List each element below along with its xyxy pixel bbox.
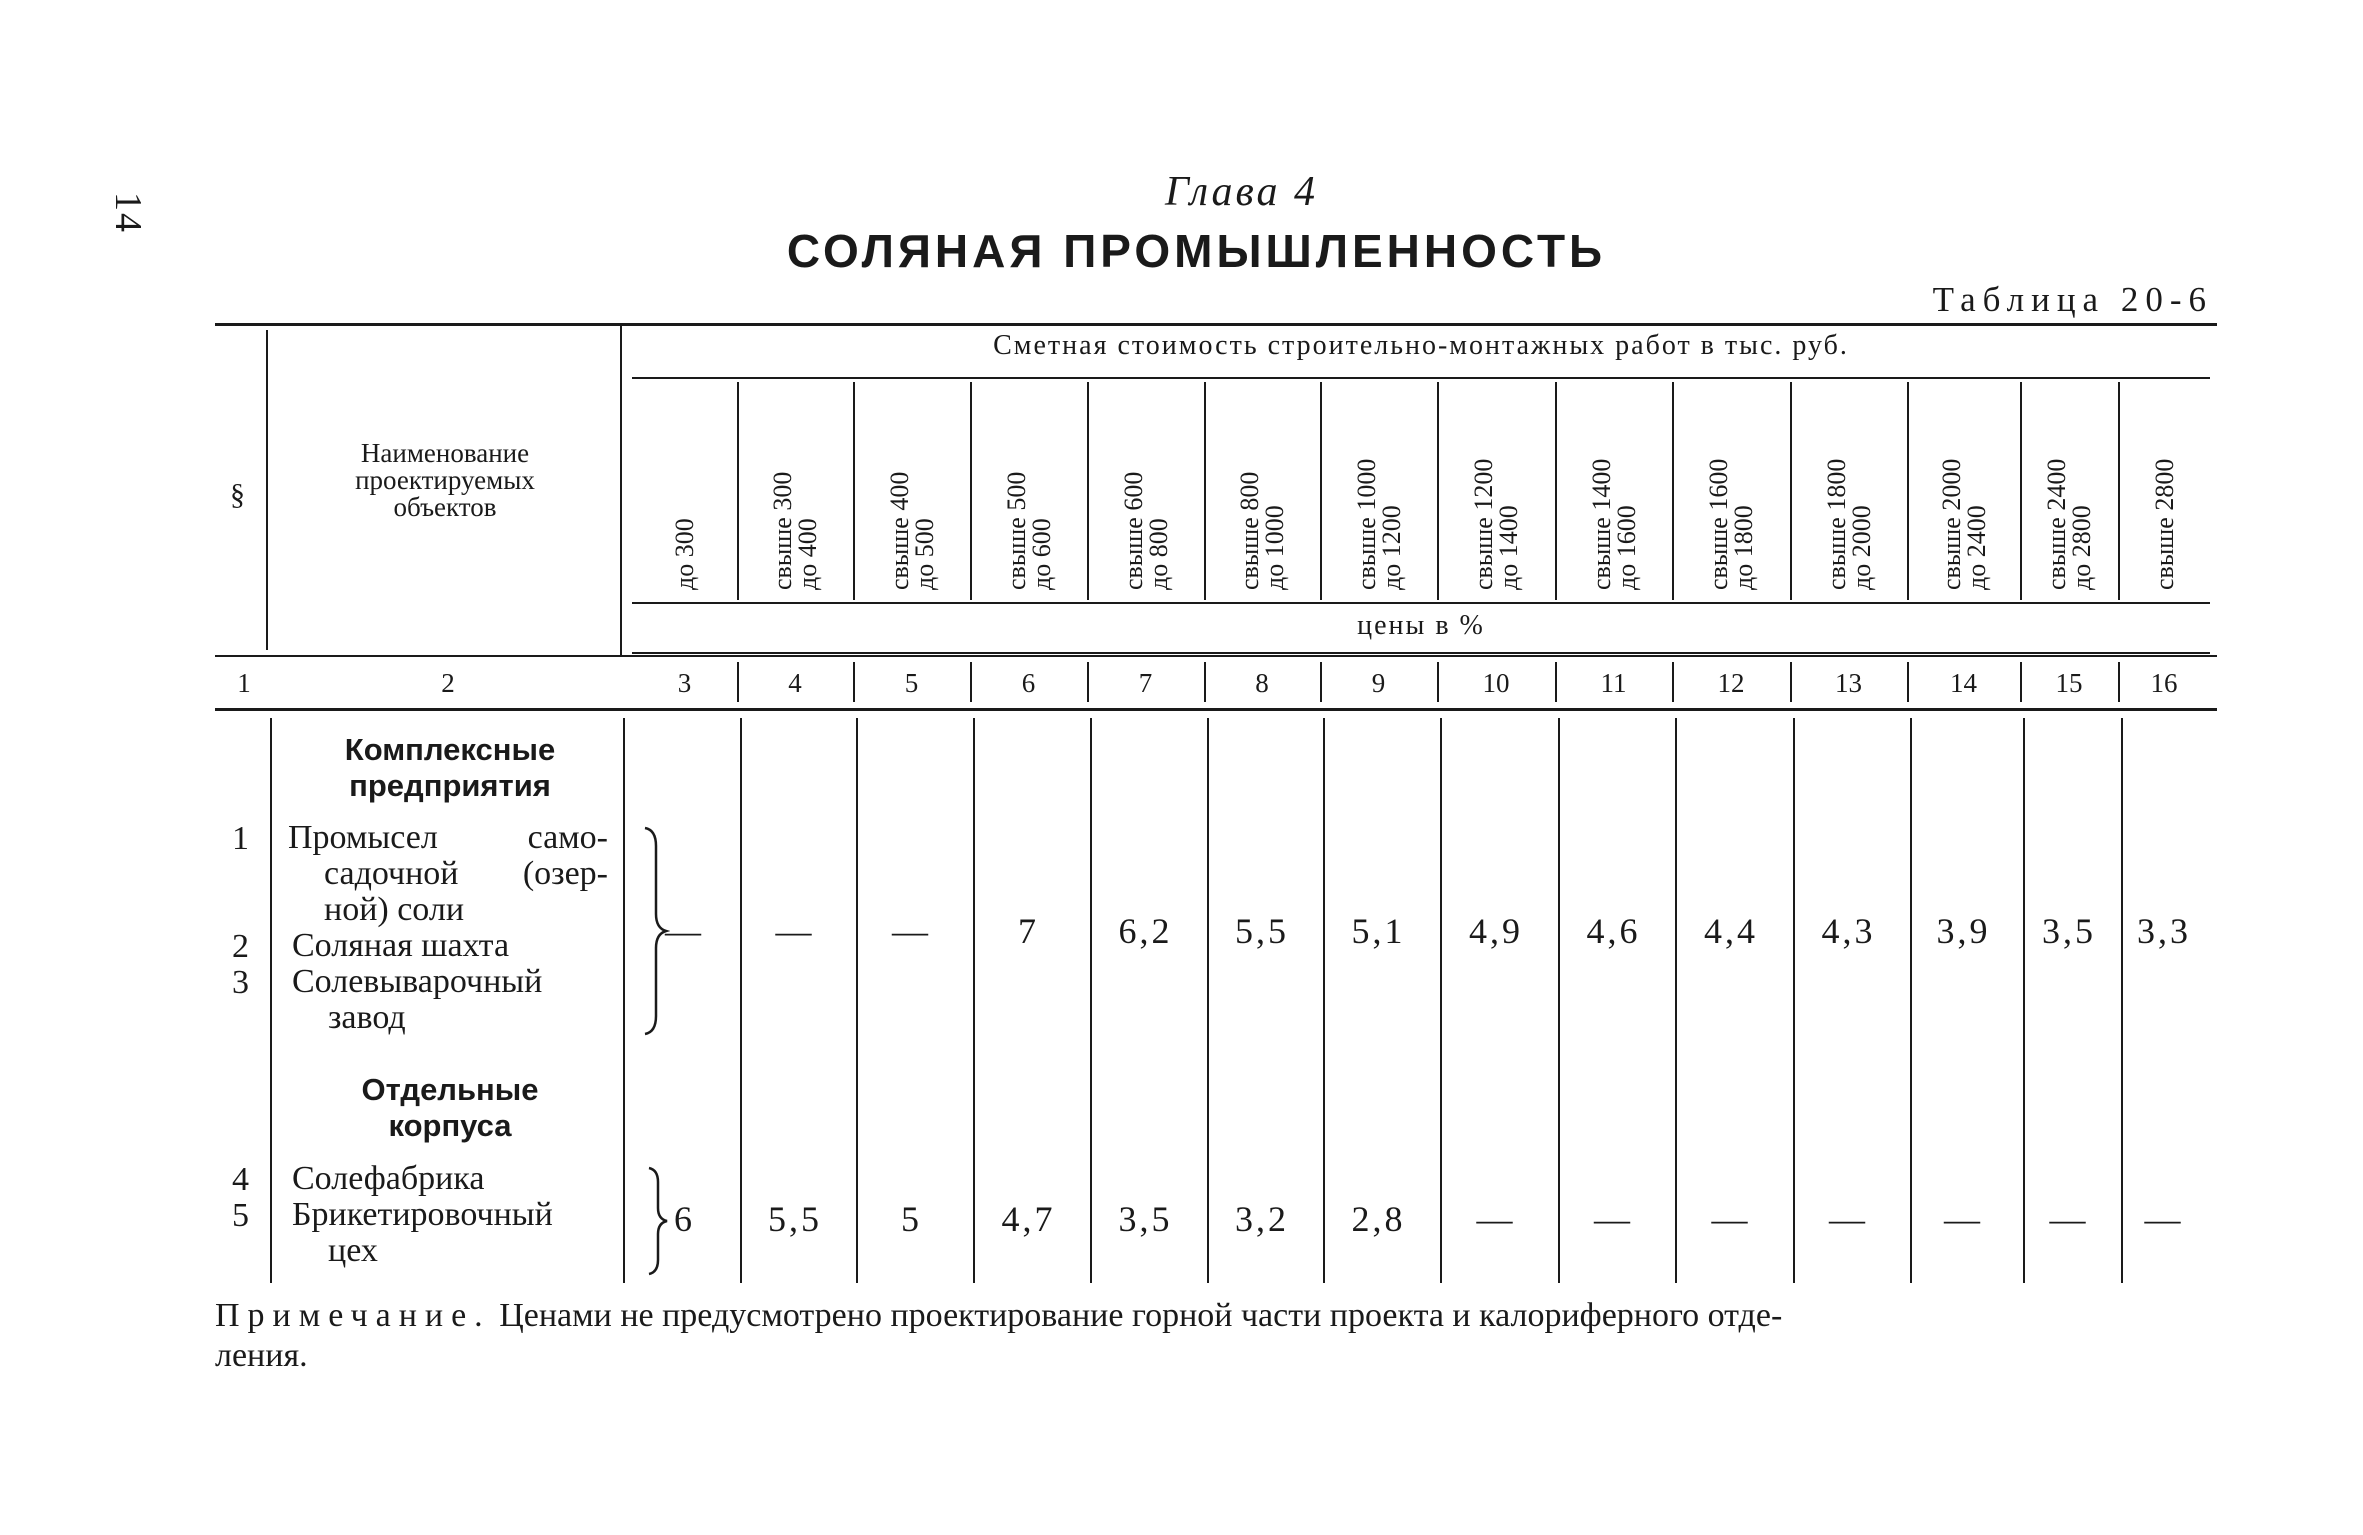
prices-rule xyxy=(632,652,2210,654)
row-name-line: ной) соли xyxy=(324,891,465,928)
note-text: Ценами не предусмотрено проектирование горной части проекта и калориферного отде- xyxy=(499,1297,1783,1334)
cost-range-line: до 1400 xyxy=(1494,505,1523,590)
range-col-divider xyxy=(1790,382,1792,600)
table-top-rule xyxy=(215,323,2217,326)
cost-range-line: свыше 1600 xyxy=(1704,458,1733,590)
row-name-line: Промысел само- xyxy=(288,819,608,856)
range-col-divider xyxy=(2020,382,2022,600)
row-number: 2 xyxy=(232,928,249,965)
cost-range-line: до 2000 xyxy=(1846,505,1876,590)
prices-unit-label: цены в % xyxy=(1357,610,1485,641)
cost-range-line: свыше 600 xyxy=(1118,471,1148,590)
row-name-line: Солевыварочный xyxy=(292,963,543,1000)
price-value: 3,3 xyxy=(2137,911,2191,951)
row-name xyxy=(292,928,612,964)
cost-range-label xyxy=(884,471,939,590)
range-col-divider xyxy=(1672,382,1674,600)
price-value: 5,1 xyxy=(1351,911,1406,951)
column-number: 9 xyxy=(1371,668,1386,698)
cost-range-line: до 2400 xyxy=(1961,505,1991,590)
range-col-divider xyxy=(1087,382,1089,600)
group-heading-line: Отдельные xyxy=(361,1072,539,1107)
range-col-divider xyxy=(737,382,739,600)
cost-header-rule xyxy=(632,377,2210,379)
colnum-divider xyxy=(1672,662,1674,702)
row-number: 4 xyxy=(232,1161,249,1198)
price-value: 4,9 xyxy=(1469,911,1523,951)
row-number: 5 xyxy=(232,1197,249,1234)
page-number: 14 xyxy=(107,192,149,234)
column-numbers-bottom-rule xyxy=(215,708,2217,711)
colnum-divider xyxy=(1204,662,1206,702)
cost-range-label xyxy=(2149,458,2179,590)
cost-range-line: до 400 xyxy=(793,518,822,590)
cost-range-line: до 1600 xyxy=(1611,505,1641,590)
cost-range-line: свыше 1000 xyxy=(1351,458,1381,590)
price-value: — xyxy=(1476,1199,1516,1239)
cost-range-line: свыше 300 xyxy=(768,471,797,590)
cost-range-line: свыше 500 xyxy=(1001,471,1031,590)
range-col-divider xyxy=(2118,382,2120,600)
column-number: 7 xyxy=(1138,668,1153,698)
price-value: — xyxy=(775,911,815,951)
range-col-divider xyxy=(1320,382,1322,600)
column-number: 13 xyxy=(1835,668,1862,698)
price-value: 6 xyxy=(674,1199,695,1239)
name-column-header xyxy=(270,440,620,521)
cost-range-line: свыше 1200 xyxy=(1469,458,1498,590)
note-continuation: ления. xyxy=(215,1337,308,1374)
table-note xyxy=(215,1296,2225,1376)
column-number: 8 xyxy=(1255,668,1269,698)
row-name xyxy=(292,964,612,1036)
range-col-divider xyxy=(1555,382,1557,600)
column-numbers-top-rule xyxy=(215,655,2217,657)
cost-range-line: свыше 400 xyxy=(884,471,914,590)
cost-range-line: свыше 2000 xyxy=(1936,458,1966,590)
row-name-line: цех xyxy=(328,1232,378,1269)
price-value: 4,7 xyxy=(1001,1199,1056,1239)
colnum-divider xyxy=(1320,662,1322,702)
price-value: 3,5 xyxy=(2042,911,2096,951)
cost-range-line: до 300 xyxy=(670,518,699,590)
column-number: 2 xyxy=(441,668,455,698)
range-col-divider xyxy=(1437,382,1439,600)
chapter-heading: Глава 4 xyxy=(1165,169,1318,215)
column-number: 11 xyxy=(1600,668,1627,698)
range-col-divider xyxy=(1204,382,1206,600)
row-name-line: садочной (озер- xyxy=(324,855,608,892)
price-value: 4,4 xyxy=(1704,911,1758,951)
price-value: 5,5 xyxy=(1235,911,1289,951)
column-number: 3 xyxy=(677,668,692,698)
cost-range-label xyxy=(1936,458,1991,590)
cost-range-label xyxy=(1706,459,1756,590)
price-value: 6,2 xyxy=(1118,911,1173,951)
price-value: 7 xyxy=(1018,911,1039,951)
price-value: 5,5 xyxy=(768,1199,822,1239)
cost-header: Сметная стоимость строительно-монтажных работ в тыс. руб. xyxy=(993,330,1849,361)
price-value: — xyxy=(2144,1199,2184,1239)
range-col-divider xyxy=(1907,382,1909,600)
price-value: 4,6 xyxy=(1586,911,1641,951)
colnum-divider xyxy=(853,662,855,702)
cost-range-label xyxy=(1586,458,1641,590)
header-col-divider-1 xyxy=(266,330,268,650)
colnum-divider xyxy=(1790,662,1792,702)
colnum-divider xyxy=(1087,662,1089,702)
row-name xyxy=(288,820,608,928)
colnum-divider xyxy=(2118,662,2120,702)
name-header-line: Наименование xyxy=(360,438,530,468)
row-number: 3 xyxy=(232,964,249,1001)
cost-range-line: свыше 2800 xyxy=(2149,458,2179,590)
cost-range-line: до 1200 xyxy=(1376,505,1406,590)
table-label: Таблица 20-6 xyxy=(1932,280,2213,319)
row-name xyxy=(292,1197,612,1269)
cost-range-line: свыше 1800 xyxy=(1821,458,1851,590)
price-value: — xyxy=(1711,1199,1751,1239)
column-number: 4 xyxy=(788,668,802,698)
colnum-divider xyxy=(970,662,972,702)
column-number: 12 xyxy=(1717,668,1745,698)
cost-range-line: до 600 xyxy=(1026,518,1056,590)
column-number: 15 xyxy=(2055,668,2083,698)
note-label: Примечание. xyxy=(215,1297,491,1334)
price-value: — xyxy=(1944,1199,1983,1239)
cost-range-line: до 1000 xyxy=(1260,505,1289,590)
column-number: 6 xyxy=(1021,668,1036,698)
chapter-title: СОЛЯНАЯ ПРОМЫШЛЕННОСТЬ xyxy=(786,225,1607,277)
cost-range-label xyxy=(1471,459,1521,590)
paragraph-sign: § xyxy=(230,478,245,511)
price-value: 4,3 xyxy=(1821,911,1876,951)
column-number: 10 xyxy=(1482,668,1510,698)
row-name-line: Соляная шахта xyxy=(292,927,510,964)
row-name-line: завод xyxy=(328,999,406,1036)
colnum-divider xyxy=(1437,662,1439,702)
cost-range-line: свыше 2400 xyxy=(2042,458,2071,590)
column-number: 5 xyxy=(904,668,919,698)
price-value: 5 xyxy=(901,1199,922,1239)
price-value: — xyxy=(665,911,704,951)
group-heading xyxy=(280,732,620,804)
row-name-line: Солефабрика xyxy=(292,1160,485,1197)
cost-range-label xyxy=(1237,472,1287,590)
column-number: 14 xyxy=(1950,668,1977,698)
cost-range-line: свыше 1400 xyxy=(1586,458,1616,590)
price-value: 2,8 xyxy=(1351,1199,1406,1239)
group-heading-line: предприятия xyxy=(349,768,551,803)
name-header-line: проектируемых xyxy=(355,465,535,495)
colnum-divider xyxy=(2020,662,2022,702)
group-heading-line: корпуса xyxy=(388,1108,512,1143)
group-heading xyxy=(280,1072,620,1144)
price-value: 3,2 xyxy=(1235,1199,1289,1239)
ranges-bottom-rule xyxy=(632,602,2210,604)
cost-range-label xyxy=(1001,471,1056,590)
group-heading-line: Комплексные xyxy=(344,732,556,767)
row-name-line: Брикетировочный xyxy=(292,1196,553,1233)
price-value: — xyxy=(1594,1199,1633,1239)
cost-range-label xyxy=(1118,471,1173,590)
cost-range-label xyxy=(672,518,697,590)
cost-range-line: до 2800 xyxy=(2067,505,2096,590)
column-number: 16 xyxy=(2150,668,2178,698)
cost-range-label xyxy=(770,472,820,590)
cost-range-line: свыше 800 xyxy=(1235,471,1264,590)
range-col-divider xyxy=(853,382,855,600)
cost-range-line: до 800 xyxy=(1143,518,1173,590)
cost-range-line: до 500 xyxy=(909,518,939,590)
row-name xyxy=(292,1161,612,1197)
cost-range-line: до 1800 xyxy=(1729,505,1758,590)
row-number: 1 xyxy=(232,820,249,857)
name-header-line: объектов xyxy=(393,492,497,522)
price-value: — xyxy=(2049,1199,2089,1239)
header-col-divider-2 xyxy=(620,326,622,656)
cost-range-label xyxy=(1821,458,1876,590)
cost-range-label xyxy=(1351,458,1406,590)
colnum-divider xyxy=(1907,662,1909,702)
colnum-divider xyxy=(1555,662,1557,702)
price-value: — xyxy=(1829,1199,1868,1239)
cost-range-label xyxy=(2044,459,2094,590)
colnum-divider xyxy=(737,662,739,702)
price-value: 3,9 xyxy=(1936,911,1991,951)
price-value: — xyxy=(892,911,931,951)
range-col-divider xyxy=(970,382,972,600)
body-col-divider-1 xyxy=(270,718,272,1283)
price-value: 3,5 xyxy=(1118,1199,1173,1239)
column-number: 1 xyxy=(237,668,251,698)
